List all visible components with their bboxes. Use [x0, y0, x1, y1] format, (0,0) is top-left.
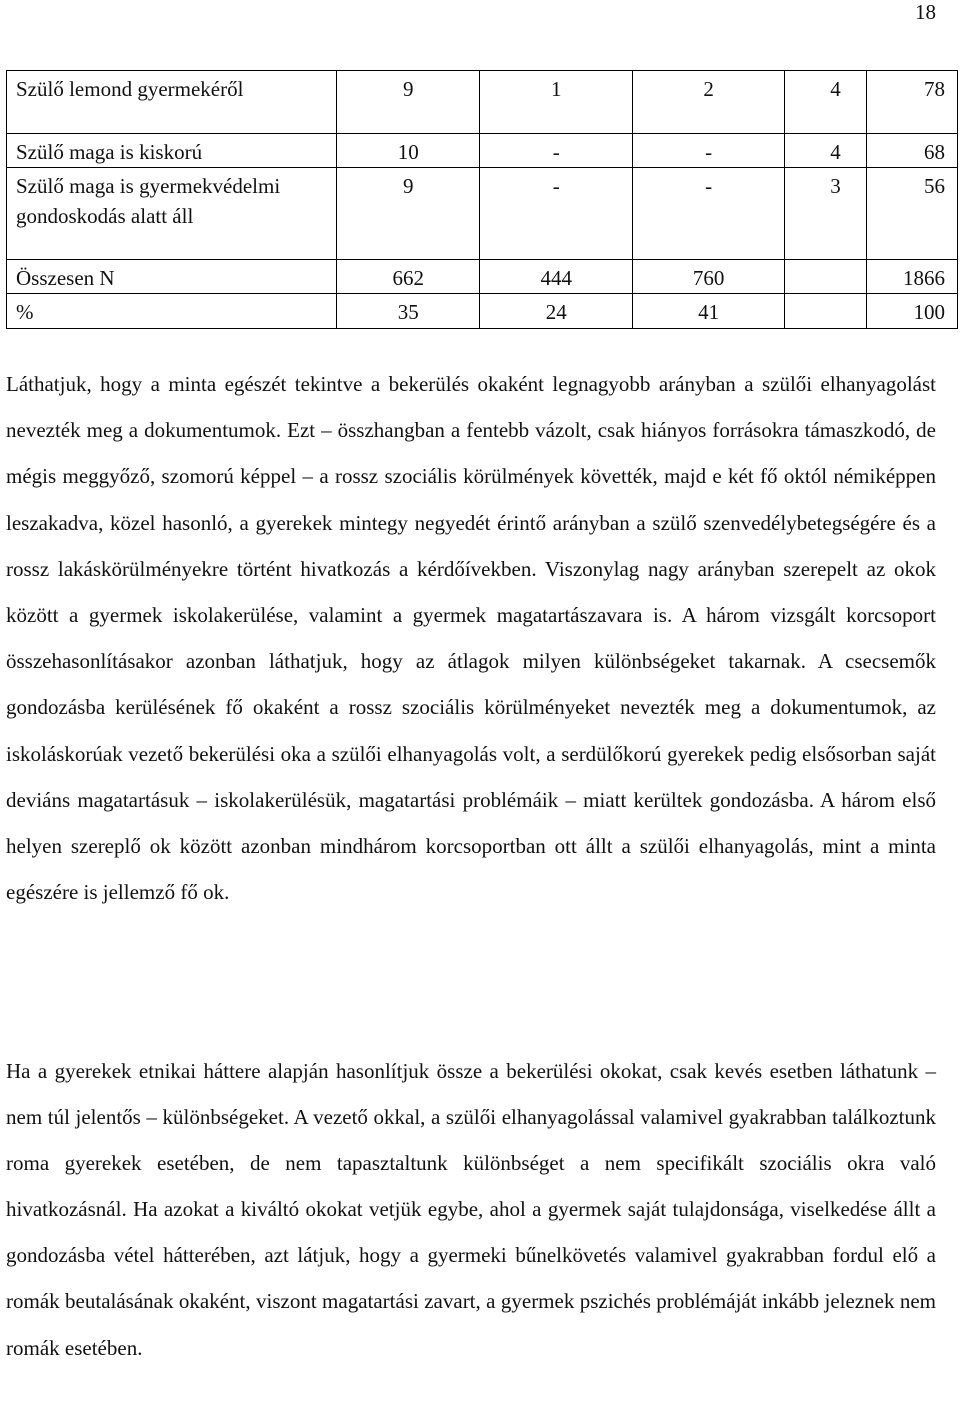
- table-cell: 56: [866, 168, 957, 260]
- table-row: [7, 260, 958, 294]
- table-cell: 9: [337, 168, 480, 260]
- table-cell: 1866: [866, 260, 957, 294]
- table-cell: 78: [866, 71, 957, 134]
- row-label: %: [7, 294, 337, 329]
- table-cell: 4: [785, 71, 866, 134]
- table-cell: [785, 260, 866, 294]
- table-cell: 35: [337, 294, 480, 329]
- row-label: Összesen N: [7, 260, 337, 294]
- table-cell: -: [632, 168, 784, 260]
- table-cell: 9: [337, 71, 480, 134]
- body-paragraph: Ha a gyerekek etnikai háttere alapján hasonlítjuk össze a bekerülési okokat, csak kevés esetben láthatunk – nem túl jelentős – különbségeket. A vezető okkal, a szülői elhanyagolással valamivel gyakrabban találkoztunk roma gyerekek esetében, de nem tapasztaltunk különbséget a nem specifikált szociális okra való hivatkozásnál. Ha azokat a kiváltó okokat vetjük egybe, ahol a gyermek saját tulajdonsága, viselkedése állt a gondozásba vétel hátterében, azt látjuk, hogy a gyermeki bűnelkövetés valamivel gyakrabban fordul elő a romák beutalásának okaként, viszont magatartási zavart, a gyermek pszichés problémáját inkább jeleznek nem romák esetében.: [6, 1059, 936, 1360]
- table-cell: 662: [337, 260, 480, 294]
- table-cell: 3: [785, 168, 866, 260]
- table-cell: 68: [866, 134, 957, 168]
- table-cell: 100: [866, 294, 957, 329]
- table-cell: 444: [480, 260, 632, 294]
- body-paragraph: Láthatjuk, hogy a minta egészét tekintve a bekerülés okaként legnagyobb arányban a szülői elhanyagolást nevezték meg a dokumentumok. Ezt – összhangban a fentebb vázolt, csak hiányos forrásokra támaszkodó, de mégis meggyőző, szomorú képpel – a rossz szociális körülmények követték, majd e két fő októl némiképpen leszakadva, közel hasonló, a gyerekek mintegy negyedét érintő arányban a szülő szenvedélybetegségére és a rossz lakáskörülményekre történt hivatkozás a kérdőívekben. Viszonylag nagy arányban szerepelt az okok között a gyermek iskolakerülése, valamint a gyermek magatartászavara is. A három vizsgált korcsoport összehasonlításakor azonban láthatjuk, hogy az átlagok milyen különbségeket takarnak. A csecsemők gondozásba kerülésének fő okaként a rossz szociális körülményeket nevezték meg a dokumentumok, az iskoláskorúak vezető bekerülési oka a szülői elhanyagolás volt, a serdülőkorú gyerekek pedig elsősorban saját deviáns magatartásuk – iskolakerülésük, magatartási problémáik – miatt kerültek gondozásba. A három első helyen szereplő ok között azonban mindhárom korcsoportban ott állt a szülői elhanyagolás, mint a minta egészére is jellemző fő ok.: [6, 372, 936, 905]
- table-row: [7, 71, 958, 134]
- table-cell: -: [632, 134, 784, 168]
- table-cell: -: [480, 134, 632, 168]
- table-cell: 760: [632, 260, 784, 294]
- table-cell: [785, 294, 866, 329]
- table-cell: 2: [632, 71, 784, 134]
- table-cell: 24: [480, 294, 632, 329]
- reasons-table: [6, 70, 958, 329]
- table-row: [7, 294, 958, 329]
- row-label: Szülő maga is kiskorú: [7, 134, 337, 168]
- table-row: [7, 134, 958, 168]
- table-row: [7, 168, 958, 260]
- table-cell: 41: [632, 294, 784, 329]
- row-label: Szülő maga is gyermekvédelmi gondoskodás alatt áll: [7, 168, 337, 260]
- table-cell: 10: [337, 134, 480, 168]
- table-cell: -: [480, 168, 632, 260]
- table-cell: 1: [480, 71, 632, 134]
- row-label: Szülő lemond gyermekéről: [7, 71, 337, 134]
- table-cell: 4: [785, 134, 866, 168]
- page-number: 18: [915, 0, 936, 24]
